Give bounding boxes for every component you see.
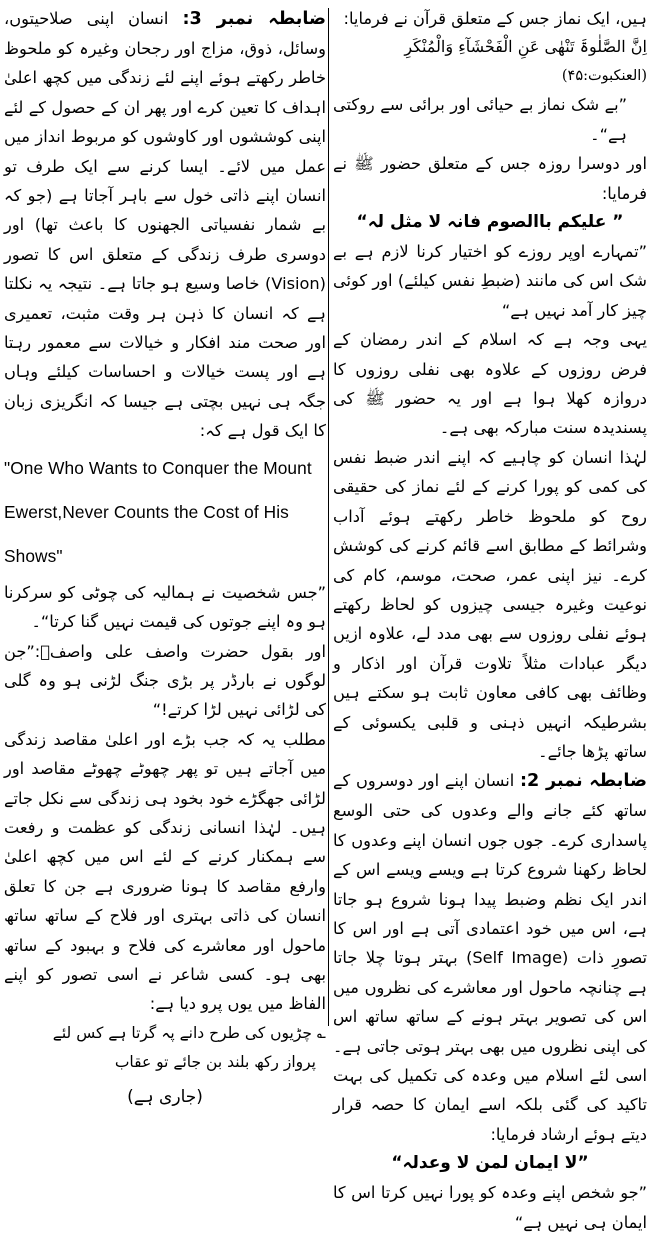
- rule-3-heading: ضابطہ نمبر 3:: [182, 9, 326, 29]
- continued-label: (جاری ہے): [127, 1086, 203, 1107]
- hadith-arabic: ” علیکم باالصوم فانہ لا مثل لہ“: [356, 212, 624, 233]
- left-column: [4, 4, 326, 1107]
- hadith-intro: اور دوسرا روزہ جس کے متعلق حضور ﷺ نے فرمایا:: [333, 154, 647, 203]
- rule-3-text: انسان اپنی صلاحیتوں، وسائل، ذوق، مزاج اور رجحان وغیرہ کو ملحوظ خاطر رکھتے ہوئے اپنے لئے زندگی میں کچھ اعلیٰ اہداف کا تعین کرے اور پھر ان کے حصول کے لئے اپنی کوششوں اور کاوشوں کو مربوط انداز میں عمل میں لائے۔ ایسا کرنے سے ایک طرف تو انسان اپنے ذاتی خول سے باہر آجاتا ہے (جو کہ بے شمار نفسیاتی الجھنوں کا باعث تھا) اور دوسری طرف زندگی کے متعلق اس کا تصور (Vision) خاصا وسیع ہو جاتا ہے۔ نتیجہ یہ نکلتا ہے کہ انسان کا ذہن ہر وقت مثبت، تعمیری اور صحت مند افکار و خیالات سے معمور رہتا ہے اور پست خیالات و احساسات کیلئے وہاں جگہ ہی نہیں بچتی ہے جیسا کہ انگریزی زبان کا ایک قول ہے کہ:: [4, 9, 326, 441]
- couplet-line-1: ؎ چڑیوں کی طرح دانے پہ گرتا ہے کس لئے: [52, 1023, 326, 1042]
- poetry-couplet: [4, 1019, 326, 1077]
- quran-reference: (العنکبوت:۴۵): [561, 68, 647, 85]
- paragraph-self-control: لہٰذا انسان کو چاہیے کہ اپنے اندر ضبط نفس کی کمی کو پورا کرنے کے لئے نماز کی حقیقی روح کو ملحوظ خاطر رکھتے ہوئے آداب وشرائط کے مطابق اسے قائم کرنے کی کوشش کرے۔ نیز اپنی عمر، صحت، موسم، کام کی نوعیت وغیرہ جیسی چیزوں کو لحاظ رکھتے ہوئے نفلی روزوں سے بھی مدد لے، علاوہ ازیں دیگر عبادات مثلاً تلاوت قرآن اور اذکار و وظائف بھی کافی معاون ثابت ہو سکتے ہیں بشرطیکہ انہیں ذہنی و قلبی یکسوئی کے ساتھ پڑھا جائے۔: [333, 447, 647, 761]
- hadith-translation: ”تمہارے اوپر روزے کو اختیار کرنا لازم ہے بے شک اس کی مانند (ضبطِ نفس کیلئے) اور کوئی چیز کار آمد نہیں ہے“: [333, 242, 647, 320]
- quran-arabic: اِنَّ الصَّلٰوۃَ تَنْھٰی عَنِ الْفَحْشَآءِ وَالْمُنْکَرِ: [404, 37, 647, 57]
- rule-2-text: انسان اپنے اور دوسروں کے ساتھ کئے جانے والے وعدوں کی حتی الوسع پاسداری کرے۔ جوں جوں انسان اپنے وعدوں کا لحاظ رکھنا شروع کرتا ہے ویسے ویسے اس کے اندر ایک نظم وضبط پیدا ہونا شروع ہو جاتا ہے، اس میں خود اعتمادی آتی ہے اور اس کا تصورِ ذات (Self Image) بہتر ہوتا چلا جاتا ہے چنانچہ ماحول اور معاشرے کی نظروں میں اس کی تصویر بہتر ہونے کے ساتھ ساتھ اس کی اپنی نظروں میں بھی بہتر ہوتی جاتی ہے۔ اسی لئے اسلام میں وعدہ کی تکمیل کی بہت تاکید کی گئی بلکہ اسے ایمان کا حصہ قرار دیتے ہوئے ارشاد فرمایا:: [333, 771, 647, 1144]
- hadith2-translation: ”جو شخص اپنے وعدہ کو پورا نہیں کرتا اس کا ایمان ہی نہیں ہے“: [333, 1183, 647, 1232]
- quran-translation: ”بے شک نماز بے حیائی اور برائی سے روکتی ہے“۔: [333, 95, 627, 144]
- quran-verse: [333, 33, 647, 90]
- rule-3: [4, 4, 326, 446]
- rule-2: [333, 766, 647, 1149]
- right-column: [333, 4, 647, 1232]
- quote-translation: ”جس شخصیت نے ہمالیہ کی چوٹی کو سرکرنا ہو وہ اپنے جوتوں کی قیمت نہیں گنا کرتا“۔: [4, 582, 326, 632]
- english-quote: "One Who Wants to Conquer the Mount Ewerst,Never Counts the Cost of His Shows": [4, 457, 312, 566]
- paragraph-ramadan: یہی وجہ ہے کہ اسلام کے اندر رمضان کے فرض روزوں کے علاوہ بھی نفلی روزوں کا دروازہ کھلا ہوا ہے اور یہ حضور ﷺ کی پسندیدہ سنت مبارکہ بھی ہے۔: [333, 330, 647, 438]
- intro-text: ہیں، ایک نماز جس کے متعلق قرآن نے فرمایا:: [343, 9, 647, 28]
- column-divider: [328, 8, 329, 1026]
- wasif-quote: اور بقول حضرت واصف علی واصفؒ:”جن لوگوں نے بارڈر پر بڑی جنگ لڑنی ہو وہ گلی کی لڑائی نہیں لڑا کرتے!“: [4, 641, 326, 720]
- paragraph-meaning: مطلب یہ کہ جب بڑے اور اعلیٰ مقاصد زندگی میں آجاتے ہیں تو پھر چھوٹے چھوٹے مقاصد اور لڑائی جھگڑے خود بخود ہی زندگی سے نکل جاتے ہیں۔ لہٰذا انسانی زندگی کو عظمت و رفعت سے ہمکنار کرنے کے لئے اس میں کچھ اعلیٰ وارفع مقاصد کا ہونا ضروری ہے جن کا تعلق انسان کی ذاتی بہتری اور فلاح کے ساتھ ساتھ ماحول اور معاشرے کی فلاح و بہبود کے ساتھ بھی ہو۔ کسی شاعر نے اسی تصور کو اپنے الفاظ میں یوں پرو دیا ہے:: [4, 729, 326, 1014]
- rule-2-heading: ضابطہ نمبر 2:: [520, 771, 647, 792]
- couplet-line-2: پرواز رکھ بلند بن جائے تو عقاب: [114, 1052, 316, 1071]
- hadith2-arabic: ”لا ایمان لمن لا وعدلہ“: [391, 1153, 589, 1174]
